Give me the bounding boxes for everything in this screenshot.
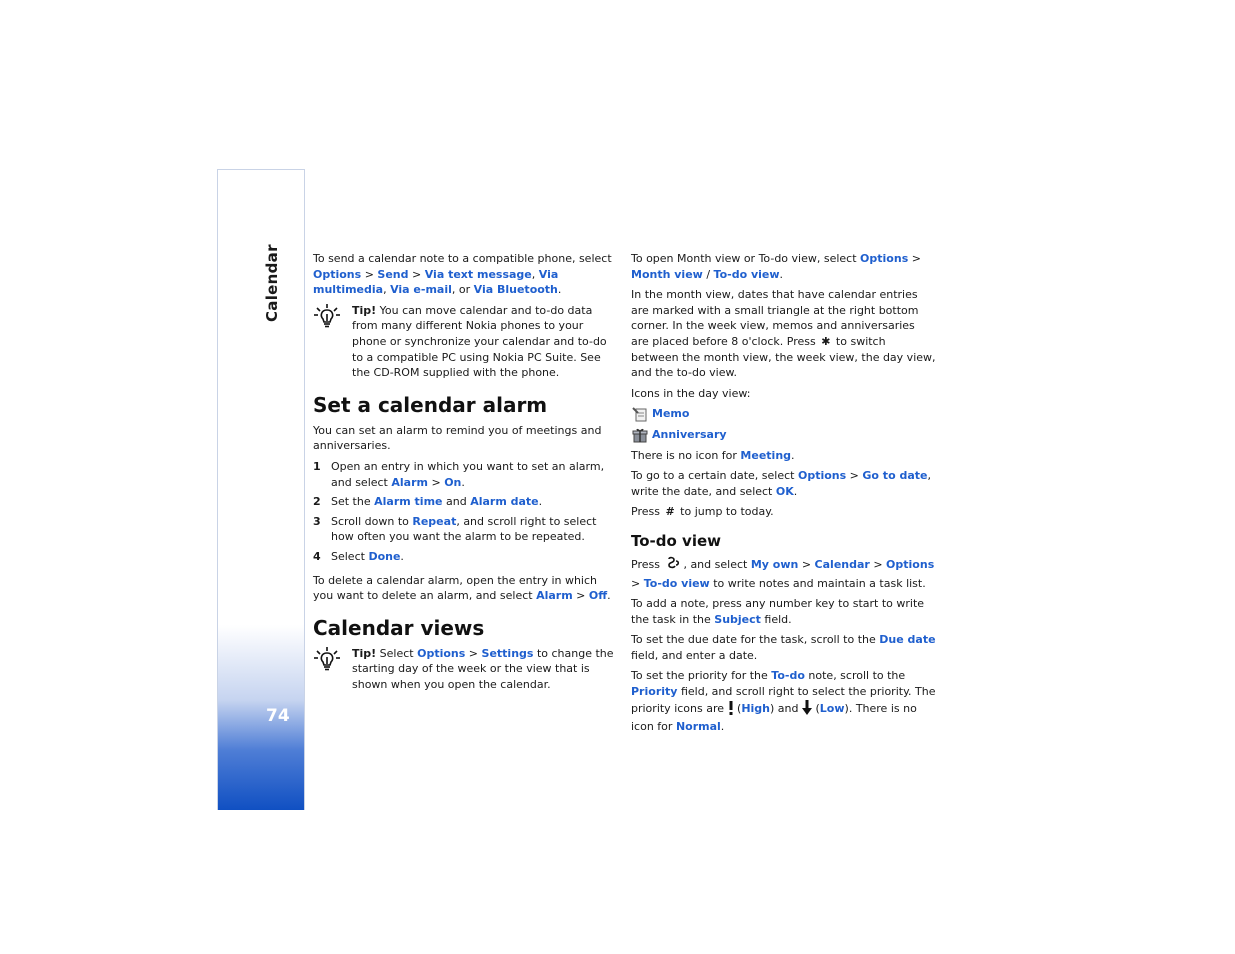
page-number: 74 bbox=[266, 706, 290, 726]
anniversary-line: Anniversary bbox=[631, 427, 936, 443]
add-note-paragraph: To add a note, press any number key to start to write the task in the Subject field. bbox=[631, 597, 925, 626]
star-key-icon: ✱ bbox=[821, 334, 831, 348]
lightbulb-icon bbox=[314, 647, 340, 676]
left-column bbox=[313, 251, 615, 697]
no-icon-meeting: There is no icon for Meeting. bbox=[631, 448, 795, 462]
month-view-paragraph: In the month view, dates that have calendar entries are marked with a small triangle at the right bottom corner. In the week view, memos and anniversaries are placed before 8 o'clock. Press ✱ to switch between the month view, the week view, the day view, and the to-do view. bbox=[631, 288, 936, 380]
todo-open-paragraph: Press , and select My own > Calendar > Options > To-do view to write notes and maintain a task list. bbox=[631, 557, 935, 590]
open-view-paragraph: To open Month view or To-do view, select Options > Month view / To-do view. bbox=[631, 252, 921, 281]
lightbulb-icon bbox=[314, 304, 340, 333]
step-3: 3 Scroll down to Repeat, and scroll right to select how often you want the alarm to be repeated. bbox=[313, 514, 597, 544]
step-1: 1 Open an entry in which you want to set an alarm, and select Alarm > On. bbox=[313, 459, 605, 489]
gift-icon bbox=[632, 428, 648, 448]
go-to-date-paragraph: To go to a certain date, select Options > Go to date, write the date, and select OK. bbox=[631, 469, 931, 498]
heading-set-alarm: Set a calendar alarm bbox=[313, 392, 548, 417]
send-paragraph: To send a calendar note to a compatible phone, select Options > Send > Via text message, Via multimedia, Via e-mail, or Via Bluetooth. bbox=[313, 252, 612, 297]
menu-send: Send bbox=[377, 267, 409, 281]
right-column bbox=[631, 251, 936, 740]
heading-calendar-views: Calendar views bbox=[313, 615, 485, 640]
tip-sync: Tip! You can move calendar and to-do data from many different Nokia phones to your phone or synchronize your calendar and to-do to a compatible PC using Nokia PC Suite. See the CD-ROM supplied with the phone. bbox=[313, 303, 615, 381]
tip-settings: Tip! Select Options > Settings to change the starting day of the week or the view that is shown when you open the calendar. bbox=[313, 646, 615, 693]
step-2: 2 Set the Alarm time and Alarm date. bbox=[313, 495, 543, 509]
alarm-intro: You can set an alarm to remind you of meetings and anniversaries. bbox=[313, 423, 602, 453]
menu-via-bt: Via Bluetooth bbox=[473, 283, 558, 297]
sidebar-band bbox=[217, 169, 305, 810]
menu-options: Options bbox=[313, 267, 362, 281]
memo-line: Memo bbox=[631, 406, 936, 422]
heading-todo-view: To-do view bbox=[631, 531, 721, 550]
section-title: Calendar bbox=[263, 244, 281, 322]
hash-key-icon: # bbox=[665, 505, 675, 519]
high-priority-icon bbox=[728, 700, 734, 720]
menu-via-email: Via e-mail bbox=[390, 283, 452, 297]
jump-today-paragraph: Press # to jump to today. bbox=[631, 505, 774, 519]
menu-key-icon bbox=[665, 556, 681, 576]
priority-paragraph: To set the priority for the To-do note, scroll to the Priority field, and scroll right to select the priority. The priority icons are (High) and (Low). There is no icon for Normal. bbox=[631, 669, 936, 734]
menu-via-text: Via text message bbox=[424, 267, 532, 281]
low-priority-icon bbox=[802, 700, 812, 720]
icons-intro: Icons in the day view: bbox=[631, 386, 751, 400]
due-date-paragraph: To set the due date for the task, scroll to the Due date field, and enter a date. bbox=[631, 633, 936, 662]
menu-via-mms: Via multimedia bbox=[313, 267, 559, 297]
delete-alarm-paragraph: To delete a calendar alarm, open the entry in which you want to delete an alarm, and select Alarm > Off. bbox=[313, 573, 611, 603]
step-4: 4 Select Done. bbox=[313, 549, 404, 563]
memo-icon bbox=[632, 407, 648, 427]
